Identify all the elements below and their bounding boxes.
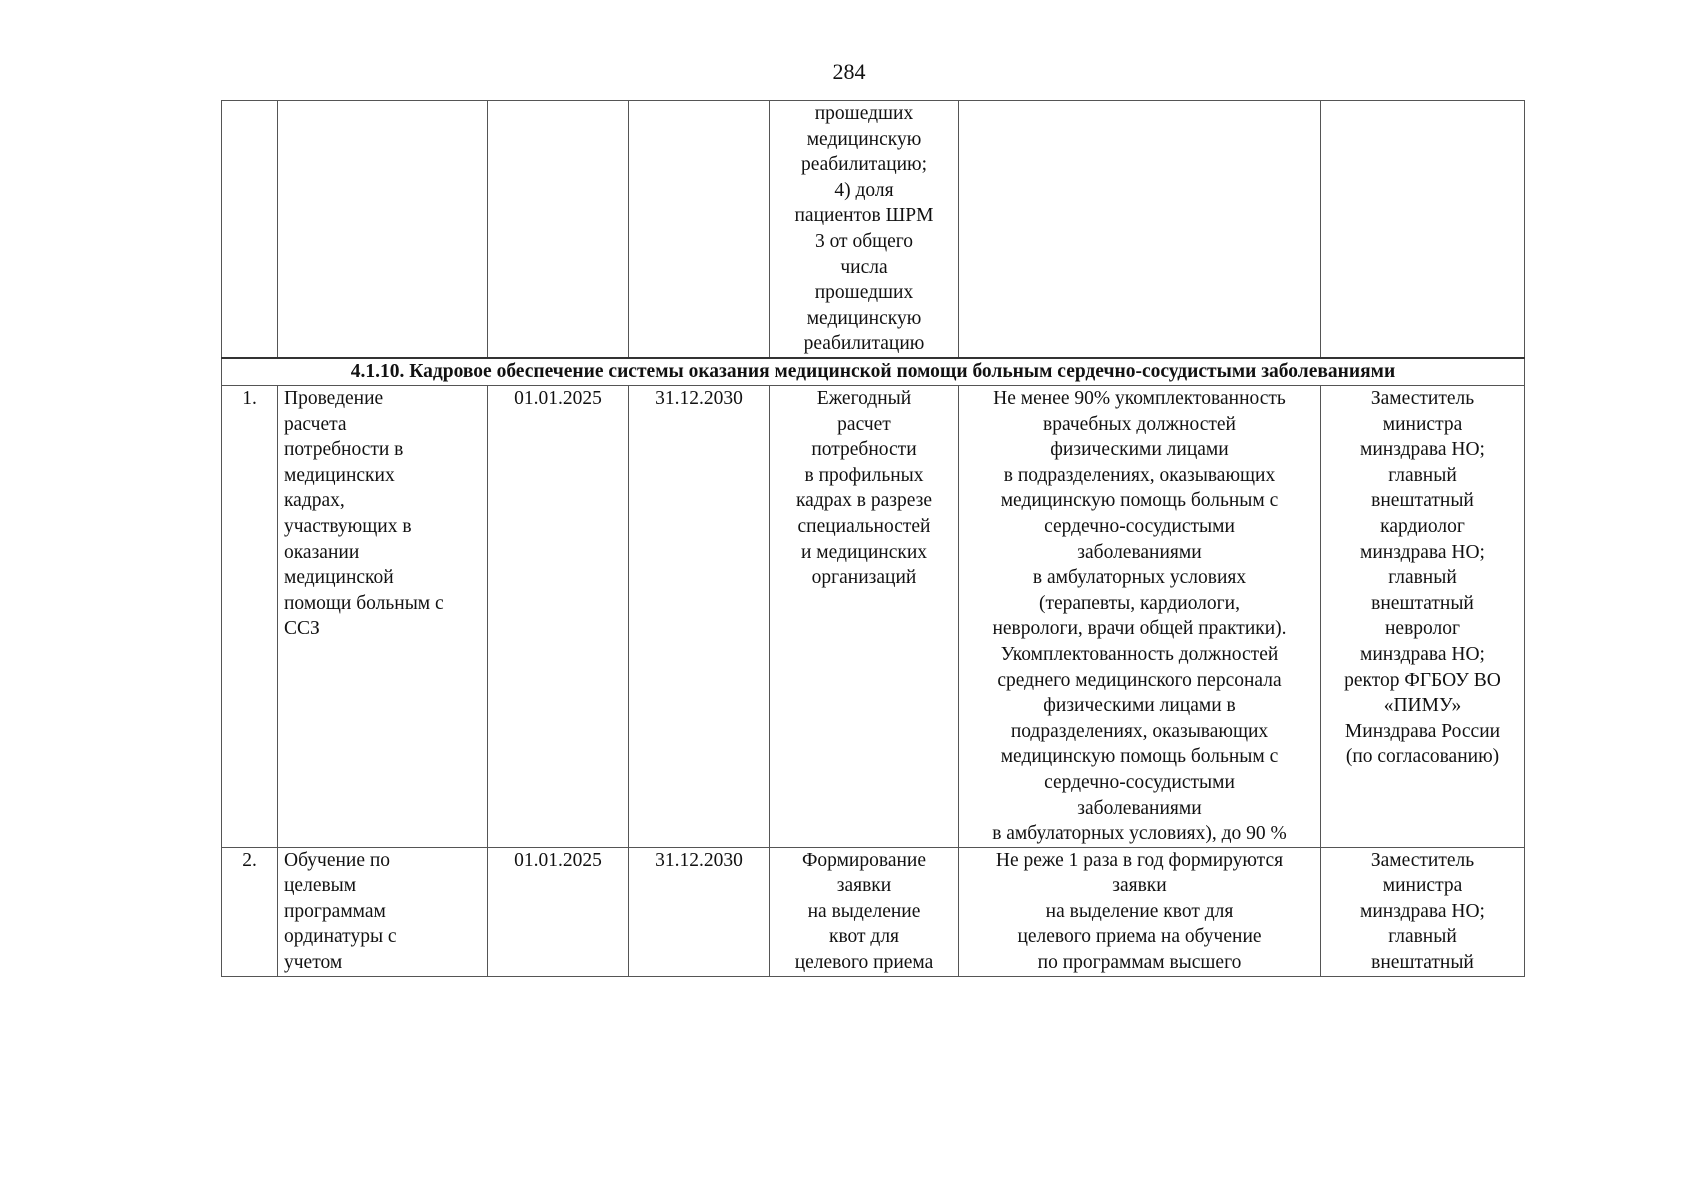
row-number-cell: 2.	[222, 847, 278, 976]
result-cell	[959, 101, 1321, 359]
indicator-cell: прошедших медицинскую реабилитацию; 4) доля пациентов ШРМ 3 от общего числа прошедших медицинскую реабилитацию	[770, 101, 959, 359]
responsible-cell	[1321, 101, 1525, 359]
responsible-cell: Заместитель министра минздрава НО; главный внештатный	[1321, 847, 1525, 976]
end-date-cell: 31.12.2030	[629, 386, 770, 848]
page-number: 284	[832, 59, 866, 84]
row-number-cell	[222, 101, 278, 359]
table-row	[222, 101, 1525, 359]
indicator-cell: Ежегодный расчет потребности в профильных кадрах в разрезе специальностей и медицинских организаций	[770, 386, 959, 848]
start-date-cell: 01.01.2025	[488, 386, 629, 848]
event-name-cell: Проведение расчета потребности в медицинских кадрах, участвующих в оказании медицинской помощи больным с ССЗ	[278, 386, 488, 848]
section-header-row	[222, 358, 1525, 386]
indicator-cell: Формирование заявки на выделение квот для целевого приема	[770, 847, 959, 976]
start-date-cell: 01.01.2025	[488, 847, 629, 976]
end-date-cell: 31.12.2030	[629, 847, 770, 976]
end-date-cell	[629, 101, 770, 359]
result-cell: Не менее 90% укомплектованность врачебных должностей физическими лицами в подразделениях, оказывающих медицинскую помощь больным с сердечно-сосудистыми заболеваниями в амбулаторных условиях (терапевты, кардиологи, неврологи, врачи общей практики). Укомплектованность должностей среднего медицинского персонала физическими лицами в подразделениях, оказывающих медицинскую помощь больным с сердечно-сосудистыми заболеваниями в амбулаторных условиях), до 90 %	[959, 386, 1321, 848]
table-row	[222, 386, 1525, 848]
row-number-cell: 1.	[222, 386, 278, 848]
start-date-cell	[488, 101, 629, 359]
result-cell: Не реже 1 раза в год формируются заявки на выделение квот для целевого приема на обучение по программам высшего	[959, 847, 1321, 976]
section-title: 4.1.10. Кадровое обеспечение системы оказания медицинской помощи больным сердечно-сосудистыми заболеваниями	[222, 358, 1525, 386]
event-name-cell	[278, 101, 488, 359]
table-row	[222, 847, 1525, 976]
event-name-cell: Обучение по целевым программам ординатуры с учетом	[278, 847, 488, 976]
document-table	[221, 100, 1525, 977]
responsible-cell: Заместитель министра минздрава НО; главный внештатный кардиолог минздрава НО; главный внештатный невролог минздрава НО; ректор ФГБОУ ВО «ПИМУ» Минздрава России (по согласованию)	[1321, 386, 1525, 848]
